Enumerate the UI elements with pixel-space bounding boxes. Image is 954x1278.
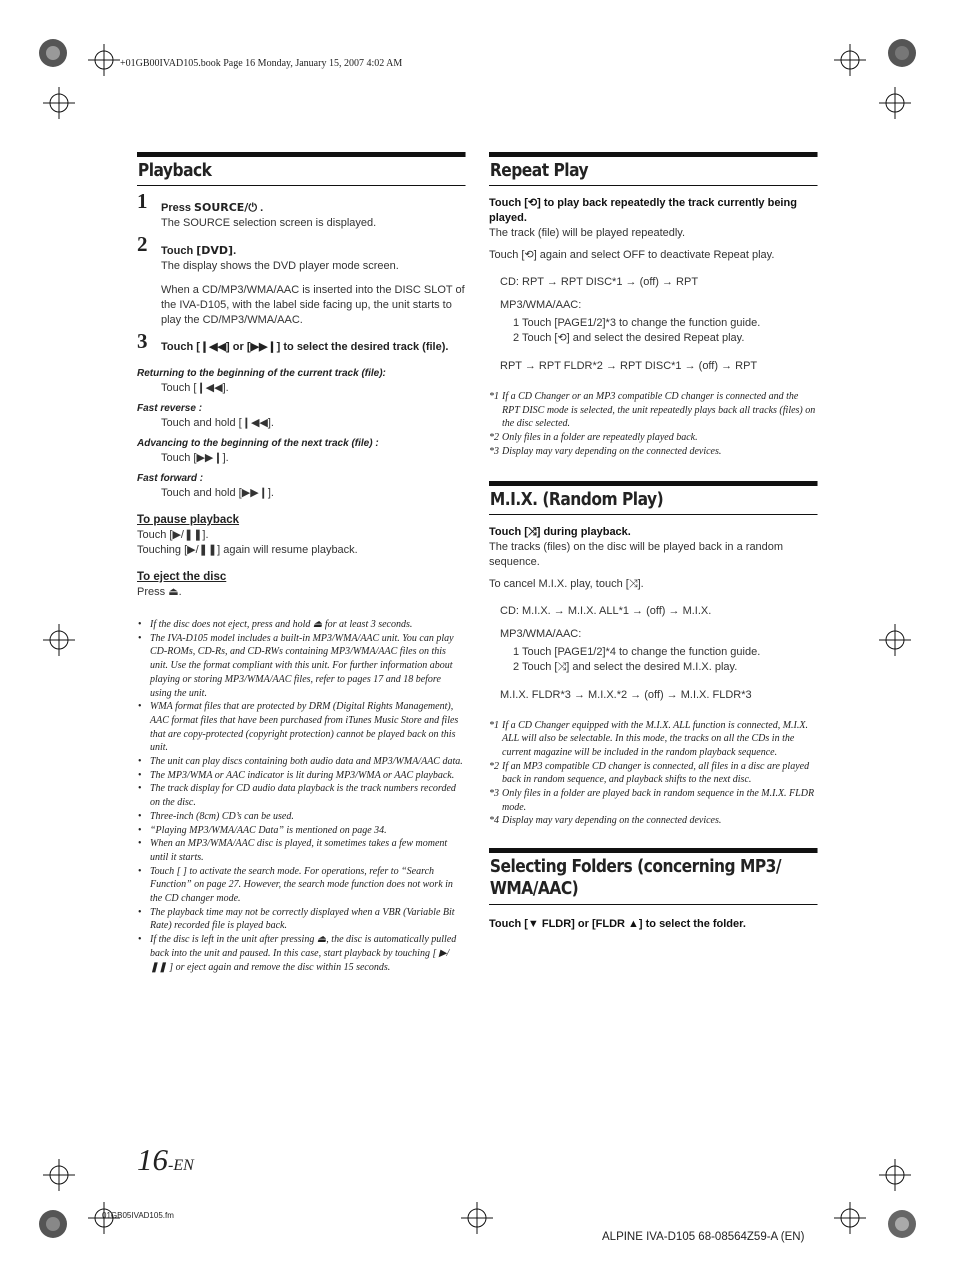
dvd-key: [DVD]: [196, 244, 234, 257]
return-heading: Returning to the beginning of the current track (file):: [137, 368, 386, 379]
list-item: • Touch [ ] to activate the search mode. For operations, refer to “Search Function” on page 27. However, the search mode function does not work in the CD changer mode.: [137, 865, 465, 906]
crosshair-icon: [461, 1202, 493, 1234]
play-pause-icon: ▶/❚❚: [172, 529, 203, 541]
step-text: or: [232, 341, 244, 353]
list-item: • Three-inch (8cm) CD’s can be used.: [137, 810, 465, 824]
step-desc: The display shows the DVD player mode screen.: [161, 260, 399, 272]
pause-heading: To pause playback: [137, 514, 240, 526]
step-text: Press: [161, 202, 191, 214]
repeat-icon: ⟲: [557, 332, 567, 344]
book-file-header: +01GB00IVAD105.book Page 16 Monday, January 15, 2007 4:02 AM: [120, 58, 403, 69]
fast-forward-heading: Fast forward :: [137, 473, 204, 484]
fast-reverse-heading: Fast reverse :: [137, 403, 203, 414]
folders-line: Touch [▼ FLDR] or [FLDR ▲] to select the folder.: [489, 918, 746, 931]
crosshair-icon: [88, 44, 120, 76]
fast-forward-body: Touch and hold [▶▶❙].: [161, 487, 274, 499]
crosshair-icon: [879, 87, 911, 119]
crosshair-icon: [834, 1202, 866, 1234]
list-item: • If the disc does not eject, press and hold ⏏ for at least 3 seconds.: [137, 618, 465, 632]
repeat-icon: ⟲: [524, 249, 534, 261]
eject-heading: To eject the disc: [137, 571, 227, 583]
crosshair-icon: [43, 87, 75, 119]
playback-section: [137, 152, 465, 974]
crosshair-icon: [879, 1159, 911, 1191]
repeat-mp3-label: MP3/WMA/AAC:: [500, 299, 582, 311]
section-title: Playback: [137, 152, 466, 186]
list-item: • The IVA-D105 model includes a built-in MP3/WMA/AAC unit. You can play CD-ROMs, CD-Rs, and CD-RWs containing MP3/WMA/AAC files on this unit. Use the format compliant with this unit. For further information about playing or storing MP3/WMA/AAC files, refer to pages 17 and 18 before using the unit.: [137, 632, 465, 701]
repeat-sequence: RPT → RPT FLDR*2 → RPT DISC*1 → (off) → RPT: [500, 360, 758, 372]
footer-file: 01GB05IVAD105.fm: [102, 1211, 174, 1220]
step-number: 2: [137, 232, 148, 256]
mix-mp3-step1: 1 Touch [PAGE1/2]*4 to change the function guide.: [513, 645, 761, 658]
fast-reverse-body: Touch and hold [❙◀◀].: [161, 417, 274, 429]
list-item: • When an MP3/WMA/AAC disc is played, it sometimes takes a few moment until it starts.: [137, 837, 465, 864]
advance-body: Touch [▶▶❙].: [161, 452, 229, 464]
footnote: *1 If a CD Changer equipped with the M.I.X. ALL function is connected, M.I.X. ALL will also be selectable. In this mode, the tracks on all the CDs in the current magazine will be included in the random playback sequence.: [489, 719, 808, 758]
mix-sequence: M.I.X. FLDR*3 → M.I.X.*2 → (off) → M.I.X. FLDR*3: [500, 688, 752, 701]
footer-model: ALPINE IVA-D105 68-08564Z59-A (EN): [602, 1231, 805, 1243]
repeat-section: [489, 152, 817, 932]
prev-track-icon: ❙◀◀: [241, 417, 268, 429]
pause-line-1: Touch [▶/❚❚].: [137, 529, 209, 541]
next-track-icon: [▶▶❙]: [246, 341, 281, 353]
mix-icon: ⤨: [628, 577, 638, 590]
play-pause-icon: ▶/❚❚: [187, 544, 218, 556]
section-title: M.I.X. (Random Play): [489, 481, 818, 515]
pause-line-2: Touching [▶/❚❚] again will resume playback.: [137, 544, 358, 556]
repeat-icon: ⟲: [527, 197, 538, 209]
repeat-off: Touch [⟲] again and select OFF to deactivate Repeat play.: [489, 249, 775, 261]
page-number: 16-EN: [137, 1142, 194, 1177]
list-item: • The track display for CD audio data playback is the track numbers recorded on the disc.: [137, 782, 465, 809]
list-item: • The playback time may not be correctly displayed when a VBR (Variable Bit Rate) recorded file is played back.: [137, 906, 465, 933]
crosshair-icon: [43, 624, 75, 656]
prev-track-icon: ❙◀◀: [196, 382, 223, 394]
repeat-lead: Touch [⟲] to play back repeatedly the track currently being played.: [489, 197, 797, 224]
step-number: 1: [137, 189, 148, 213]
list-item: • The unit can play discs containing both audio data and MP3/WMA/AAC data.: [137, 755, 465, 769]
footnote: *3 Display may vary depending on the connected devices.: [489, 445, 722, 457]
list-item: • WMA format files that are protected by DRM (Digital Rights Management), AAC format files that have been purchased from iTunes Music Store and files that are copy-protected (copyright protection) cannot be played back on this unit.: [137, 700, 465, 755]
down-arrow-icon: ▼: [527, 918, 542, 931]
return-body: Touch [❙◀◀].: [161, 382, 229, 394]
repeat-desc: The track (file) will be played repeatedly.: [489, 227, 686, 239]
prev-track-icon: [❙◀◀]: [196, 341, 230, 353]
crosshair-icon: [879, 624, 911, 656]
step-number: 3: [137, 329, 148, 353]
list-item: • “Playing MP3/WMA/AAC Data” is mentioned on page 34.: [137, 824, 465, 838]
step-desc: The SOURCE selection screen is displayed.: [161, 217, 377, 229]
mix-cancel: To cancel M.I.X. play, touch [⤨].: [489, 577, 644, 590]
mix-lead: Touch [⤨] during playback.: [489, 525, 631, 538]
step-text: Touch: [161, 341, 194, 353]
step-extra: When a CD/MP3/WMA/AAC is inserted into the DISC SLOT of the IVA-D105, with the label side facing up, the unit starts to play the CD/MP3/WMA/AAC.: [161, 284, 465, 326]
eject-icon: ⏏: [168, 586, 179, 598]
footnote: *3 Only files in a folder are played back in random sequence in the M.I.X. FLDR mode.: [489, 788, 815, 813]
repeat-mp3-step2: 2 Touch [⟲] and select the desired Repeat play.: [513, 332, 745, 344]
mix-mp3-label: MP3/WMA/AAC:: [500, 627, 582, 640]
repeat-footnotes: [489, 390, 817, 459]
section-title: Selecting Folders (concerning MP3/ WMA/AAC): [489, 848, 818, 905]
advance-heading: Advancing to the beginning of the next track (file) :: [137, 438, 379, 449]
mix-icon: ⤨: [557, 660, 567, 673]
crosshair-icon: [43, 1159, 75, 1191]
footnote: *1 If a CD Changer or an MP3 compatible CD changer is connected and the RPT DISC mode is selected, the unit repeatedly plays back all tracks (files) on the disc selected.: [489, 391, 816, 430]
power-icon: ⏻ .: [248, 202, 264, 214]
mix-footnotes: [489, 719, 817, 829]
up-arrow-icon: ▲: [624, 918, 639, 931]
step-text: to select the desired track (file).: [283, 341, 449, 353]
mix-icon: ⤨: [527, 525, 537, 538]
notes-list: [137, 618, 465, 974]
repeat-cd-line: CD: RPT → RPT DISC*1 → (off) → RPT: [500, 276, 699, 288]
step-2: 2 Touch [DVD]. The display shows the DVD player mode screen. When a CD/MP3/WMA/AAC is inserted into the DISC SLOT of the IVA-D105, with the label side facing up, the unit starts to play the CD/MP3/WMA/AAC.: [137, 232, 465, 326]
footnote: *2 Only files in a folder are repeatedly played back.: [489, 432, 698, 444]
mix-cd-line: CD: M.I.X. → M.I.X. ALL*1 → (off) → M.I.X.: [500, 604, 712, 617]
next-track-icon: ▶▶❙: [196, 452, 223, 464]
footnote: *4 Display may vary depending on the connected devices.: [489, 815, 722, 827]
eject-line: Press ⏏.: [137, 586, 182, 598]
section-title: Repeat Play: [489, 152, 818, 186]
step-3: [137, 329, 465, 355]
repeat-mp3-step1: 1 Touch [PAGE1/2]*3 to change the function guide.: [513, 317, 761, 329]
list-item: • The MP3/WMA or AAC indicator is lit during MP3/WMA or AAC playback.: [137, 769, 465, 783]
list-item: • If the disc is left in the unit after pressing ⏏, the disc is automatically pulled back into the unit and paused. In this case, start playback by touching [ ▶/❚❚ ] or eject again and remove the disc within 15 seconds.: [137, 933, 465, 974]
source-key: SOURCE/: [194, 201, 249, 214]
next-track-icon: ▶▶❙: [241, 487, 268, 499]
mix-desc: The tracks (files) on the disc will be played back in a random sequence.: [489, 540, 784, 568]
step-text: Touch: [161, 245, 194, 257]
footnote: *2 If an MP3 compatible CD changer is connected, all files in a disc are played back in random sequence, and playback shifts to the next disc.: [489, 760, 810, 786]
mix-mp3-step2: 2 Touch [⤨] and select the desired M.I.X. play.: [513, 660, 738, 673]
step-1: [137, 189, 465, 231]
crosshair-icon: [834, 44, 866, 76]
